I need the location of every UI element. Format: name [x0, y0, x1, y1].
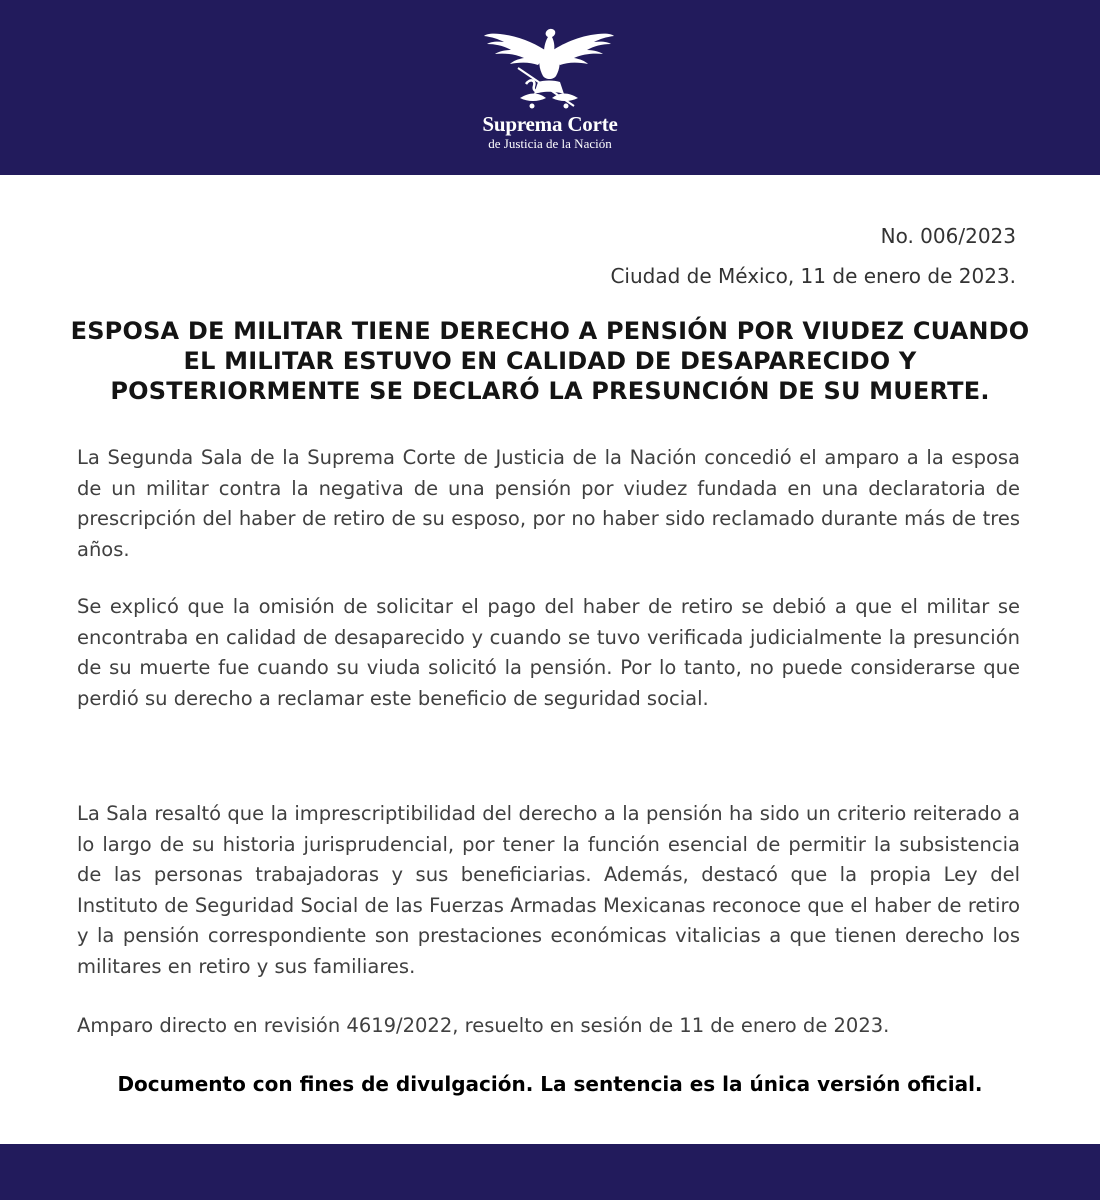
- footer-bar: [0, 1144, 1100, 1200]
- body-paragraph-3: La Sala resaltó que la imprescriptibilidad del derecho a la pensión ha sido un criterio reiterado a lo largo de su historia jurisprudencial, por tener la función esencial de permitir la subsistencia de las personas trabajadoras y sus beneficiarias. Además, destacó que la propia Ley del Instituto de Seguridad Social de las Fuerzas Armadas Mexicanas reconoce que el haber de retiro y la pensión correspondiente son prestaciones económicas vitalicias a que tienen derecho los militares en retiro y sus familiares.: [77, 802, 1020, 978]
- document-number: No. 006/2023: [880, 224, 1016, 248]
- document-date: Ciudad de México, 11 de enero de 2023.: [610, 264, 1016, 288]
- org-name-line1: Suprema Corte: [482, 112, 618, 136]
- body-paragraph-1: La Segunda Sala de la Suprema Corte de Justicia de la Nación concedió el amparo a la esposa de un militar contra la negativa de una pensión por viudez fundada en una declaratoria de prescripción del haber de retiro de su esposo, por no haber sido reclamado durante más de tres años.: [77, 446, 1020, 561]
- disclaimer: Documento con fines de divulgación. La sentencia es la única versión oficial.: [117, 1072, 983, 1096]
- header-banner: [0, 0, 1100, 175]
- document-title: ESPOSA DE MILITAR TIENE DERECHO A PENSIÓN POR VIUDEZ CUANDO EL MILITAR ESTUVO EN CALIDAD DE DESAPARECIDO Y POSTERIORMENTE SE DECLARÓ LA PRESUNCIÓN DE SU MUERTE.: [70, 317, 1030, 405]
- body-paragraph-2: Se explicó que la omisión de solicitar el pago del haber de retiro se debió a que el militar se encontraba en calidad de desaparecido y cuando se tuvo verificada judicialmente la presunción de su muerte fue cuando su viuda solicitó la pensión. Por lo tanto, no puede considerarse que perdió su derecho a reclamar este beneficio de seguridad social.: [77, 595, 1020, 710]
- org-name-line2: de Justicia de la Nación: [488, 136, 612, 151]
- eagle-emblem-icon: [478, 22, 620, 110]
- case-reference: Amparo directo en revisión 4619/2022, resuelto en sesión de 11 de enero de 2023.: [77, 1014, 890, 1037]
